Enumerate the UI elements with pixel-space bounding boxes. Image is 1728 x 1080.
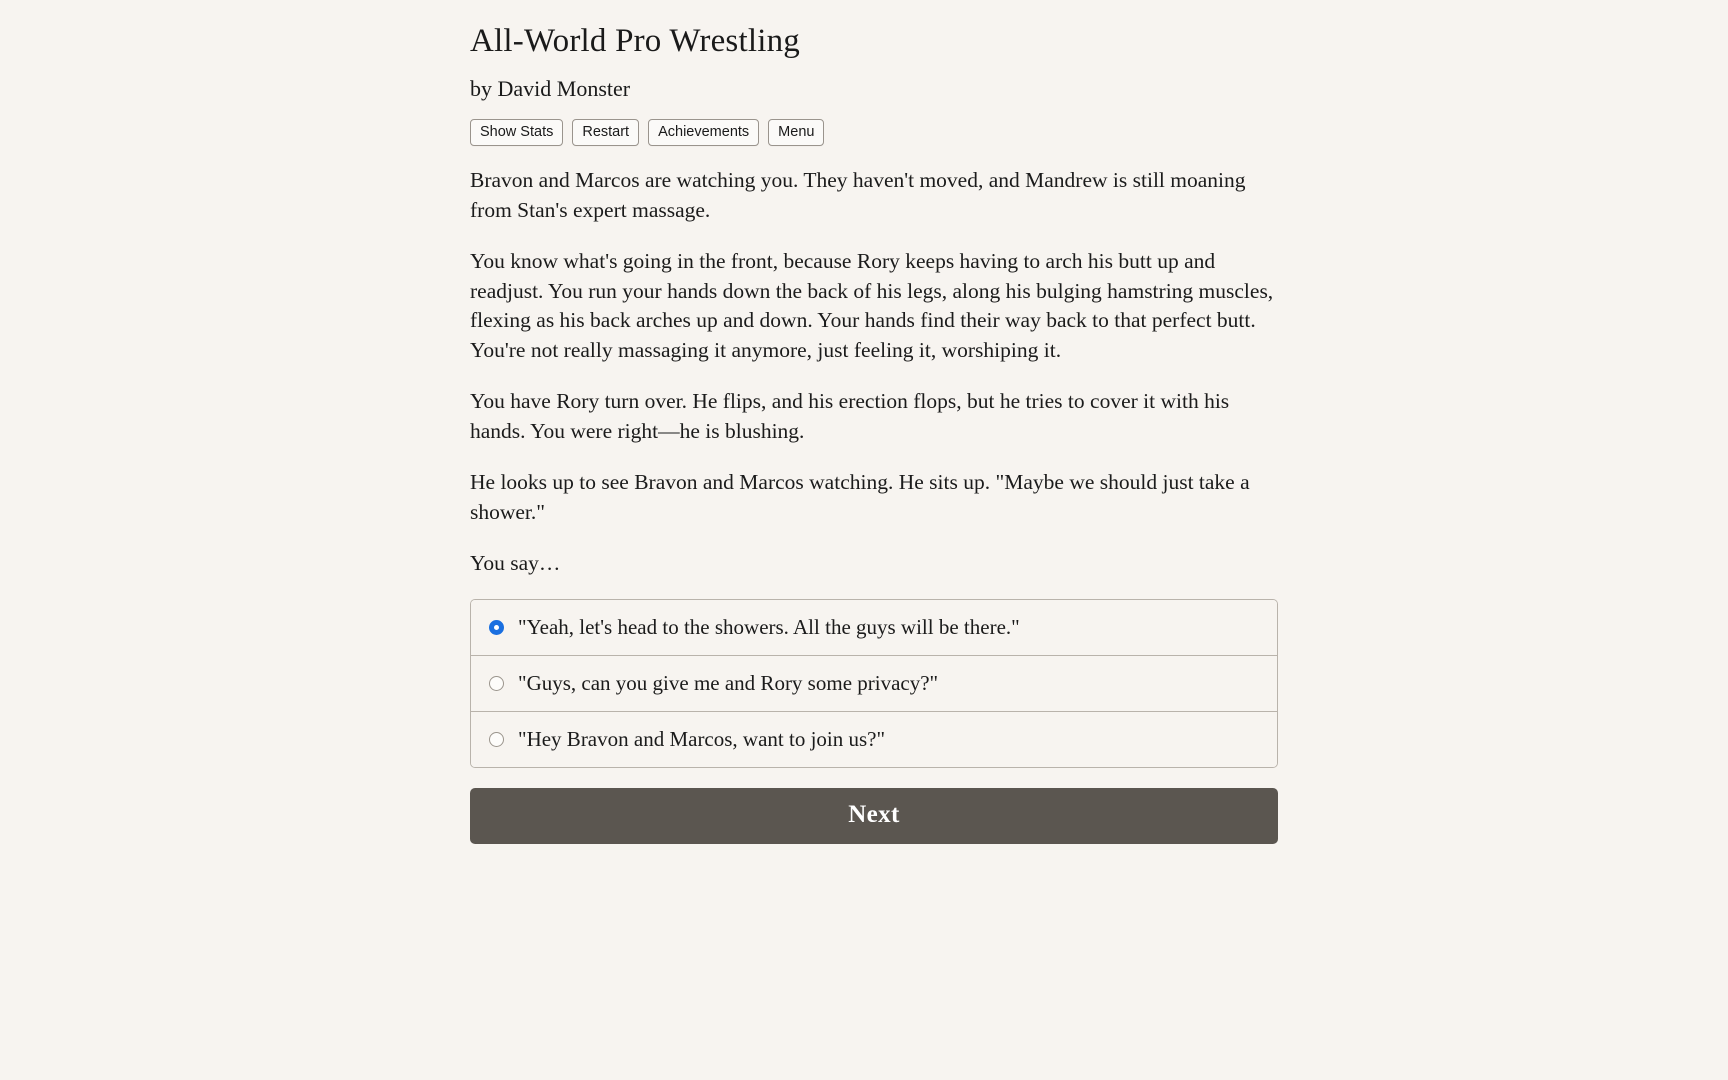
game-content bbox=[470, 18, 1278, 844]
story-paragraph: You know what's going in the front, because Rory keeps having to arch his butt up and readjust. You run your hands down the back of his legs, along his bulging hamstring muscles, flexing as his back arches up and down. Your hands find their way back to that perfect butt. You're not really massaging it anymore, just feeling it, worshiping it. bbox=[470, 249, 1274, 362]
list-item[interactable] bbox=[471, 712, 1277, 767]
radio-icon[interactable] bbox=[489, 732, 504, 747]
restart-button[interactable]: Restart bbox=[572, 119, 639, 146]
radio-icon[interactable] bbox=[489, 676, 504, 691]
choice-label: "Guys, can you give me and Rory some privacy?" bbox=[518, 670, 939, 695]
story-paragraph: He looks up to see Bravon and Marcos watching. He sits up. "Maybe we should just take a shower." bbox=[470, 470, 1250, 524]
choice-list bbox=[470, 599, 1278, 768]
story-paragraph: Bravon and Marcos are watching you. They haven't moved, and Mandrew is still moaning from Stan's expert massage. bbox=[470, 168, 1246, 222]
next-button[interactable]: Next bbox=[470, 788, 1278, 844]
list-item[interactable] bbox=[471, 656, 1277, 712]
achievements-button[interactable]: Achievements bbox=[648, 119, 759, 146]
page-title: All-World Pro Wrestling bbox=[470, 23, 800, 59]
choice-label: "Yeah, let's head to the showers. All the guys will be there." bbox=[518, 614, 1020, 639]
author-byline: by David Monster bbox=[470, 76, 631, 101]
list-item[interactable] bbox=[471, 600, 1277, 656]
radio-icon[interactable] bbox=[489, 620, 504, 635]
story-text bbox=[470, 166, 1278, 579]
choice-label: "Hey Bravon and Marcos, want to join us?" bbox=[518, 726, 886, 751]
story-paragraph: You have Rory turn over. He flips, and his erection flops, but he tries to cover it with his hands. You were right—he is blushing. bbox=[470, 389, 1230, 443]
menu-button[interactable]: Menu bbox=[768, 119, 824, 146]
toolbar bbox=[470, 119, 1278, 146]
show-stats-button[interactable]: Show Stats bbox=[470, 119, 563, 146]
choice-prompt: You say… bbox=[470, 551, 561, 575]
